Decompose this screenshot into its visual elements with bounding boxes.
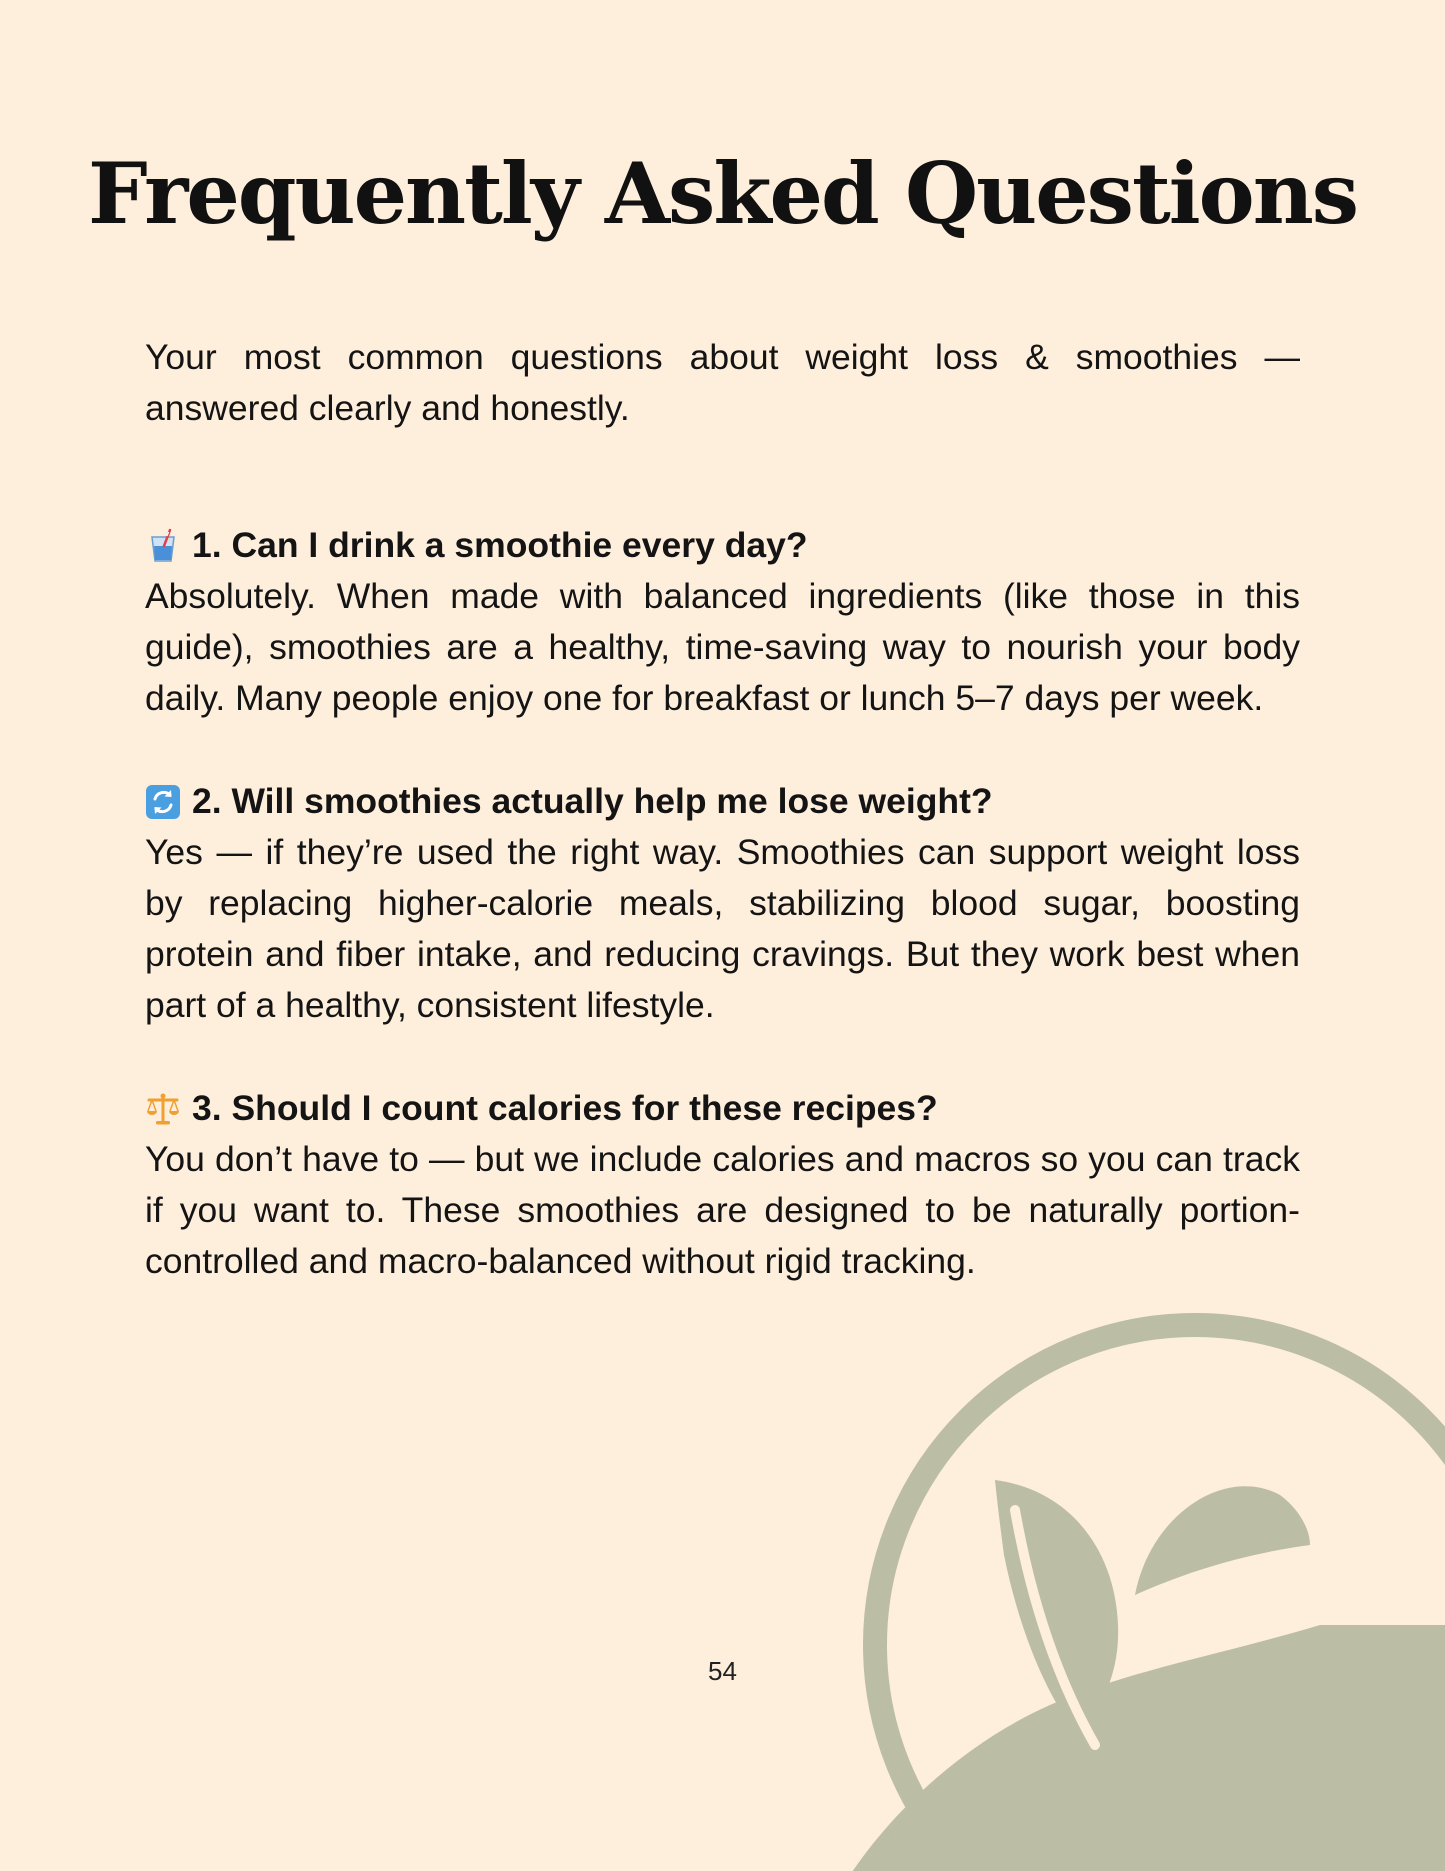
balance-scale-icon bbox=[145, 1091, 181, 1127]
faq-question-3-text: 3. Should I count calories for these recipes? bbox=[192, 1088, 938, 1128]
page-title: Frequently Asked Questions bbox=[87, 144, 1358, 243]
faq-item-3 bbox=[145, 1083, 1300, 1287]
intro-paragraph: Your most common questions about weight loss & smoothies — answered clearly and honestly. bbox=[145, 337, 1300, 428]
faq-item-2 bbox=[145, 776, 1300, 1031]
repeat-arrows-icon bbox=[145, 784, 181, 820]
faq-question-3 bbox=[145, 1083, 1300, 1134]
cup-with-straw-icon bbox=[145, 528, 181, 564]
faq-question-2 bbox=[145, 776, 1300, 827]
faq-content bbox=[145, 332, 1300, 1287]
faq-question-1 bbox=[145, 520, 1300, 571]
faq-answer-3: You don’t have to — but we include calories and macros so you can track if you want to. These smoothies are designed to be naturally portion-controlled and macro-balanced without rigid tracking. bbox=[145, 1139, 1300, 1281]
faq-question-2-text: 2. Will smoothies actually help me lose weight? bbox=[192, 781, 993, 821]
faq-item-1 bbox=[145, 520, 1300, 724]
page-number: 54 bbox=[708, 1656, 737, 1686]
faq-question-1-text: 1. Can I drink a smoothie every day? bbox=[192, 525, 808, 565]
faq-answer-2: Yes — if they’re used the right way. Smoothies can support weight loss by replacing higher-calorie meals, stabilizing blood sugar, boosting protein and fiber intake, and reducing cravings. But they work best when part of a healthy, consistent lifestyle. bbox=[145, 832, 1300, 1025]
faq-answer-1: Absolutely. When made with balanced ingredients (like those in this guide), smoothies are a healthy, time-saving way to nourish your body daily. Many people enjoy one for breakfast or lunch 5–7 days per week. bbox=[145, 576, 1300, 718]
leaf-logo-watermark-icon bbox=[850, 1295, 1445, 1871]
